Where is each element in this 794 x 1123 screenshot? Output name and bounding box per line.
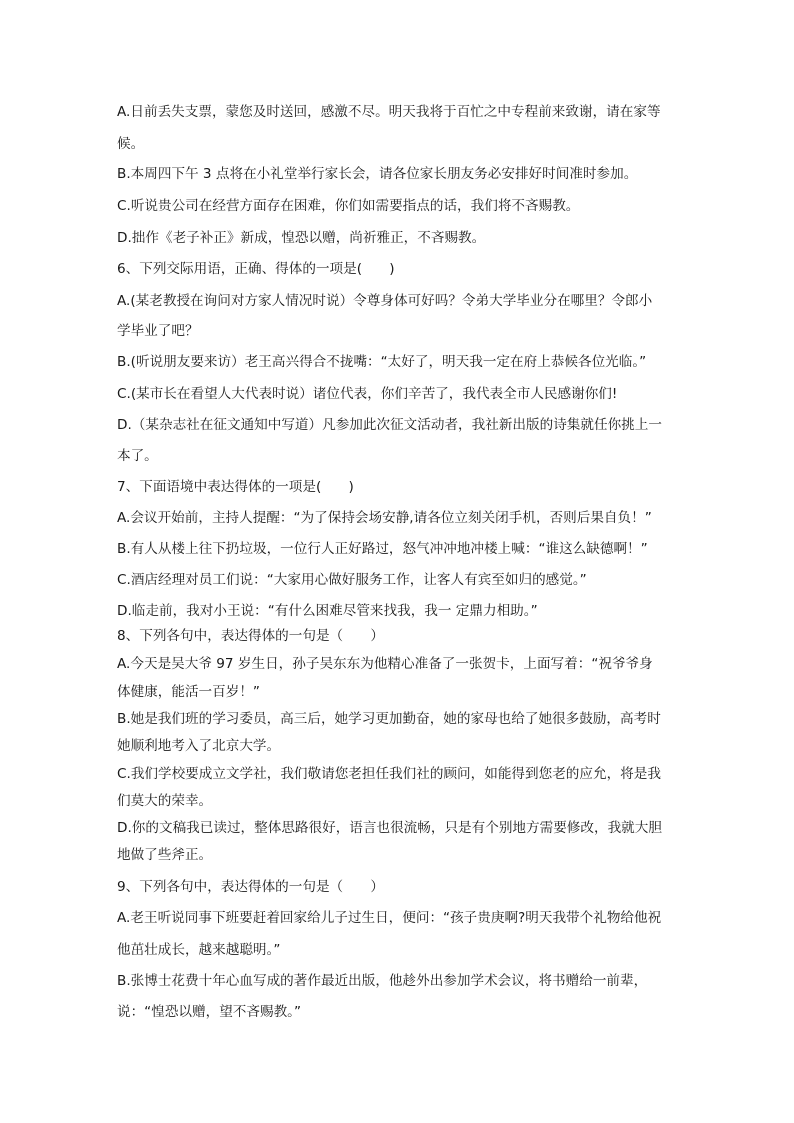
text-line: A.今天是吴大爷 97 岁生日，孙子吴东东为他精心准备了一张贺卡，上面写着：“祝爷爷身 <box>117 656 653 672</box>
text-line: D.临走前，我对小王说：“有什么困难尽管来找我，我一 定鼎力相助。” <box>117 603 538 619</box>
text-line: B.有人从楼上往下扔垃圾，一位行人正好路过，怒气冲冲地冲楼上喊：“谁这么缺德啊！” <box>117 541 648 557</box>
text-line: A.(某老教授在询问对方家人情况时说）令尊身体可好吗？令弟大学毕业分在哪里？令郎小 <box>117 293 653 309</box>
text-line: C.我们学校要成立文学社，我们敬请您老担任我们社的顾问，如能得到您老的应允，将是我 <box>117 766 661 782</box>
question-heading: 6、下列交际用语，正确、得体的一项是( ) <box>117 261 395 277</box>
text-line: B.张博士花费十年心血写成的著作最近出版，他趁外出参加学术会议，将书赠给一前辈， <box>117 973 648 989</box>
text-line: D.（某杂志社在征文通知中写道）凡参加此次征文活动者，我社新出版的诗集就任你挑上一 <box>117 417 662 433</box>
text-line: 地做了些斧正。 <box>117 847 213 863</box>
question-heading: 9、下列各句中，表达得体的一句是（ ） <box>117 879 384 895</box>
text-line: D.拙作《老子补正》新成，惶恐以赠，尚祈雅正，不吝赐教。 <box>117 230 486 246</box>
text-line: 学毕业了吧？ <box>117 323 199 339</box>
text-line: 本了。 <box>117 448 158 464</box>
text-line: D.你的文稿我已读过，整体思路很好，语言也很流畅，只是有个别地方需要修改，我就大胆 <box>117 820 662 836</box>
text-line: 说：“惶恐以赠，望不吝赐教。” <box>117 1004 302 1020</box>
text-line: A.老王听说同事下班要赶着回家给儿子过生日，便问：“孩子贵庚啊?明天我带个礼物给他祝 <box>117 910 662 926</box>
text-line: B.本周四下午 3 点将在小礼堂举行家长会，请各位家长朋友务必安排好时间准时参加。 <box>117 166 638 182</box>
text-line: 他茁壮成长，越来越聪明。” <box>117 942 281 958</box>
question-heading: 7、下面语境中表达得体的一项是( ) <box>117 479 354 495</box>
text-line: C.听说贵公司在经营方面存在困难，你们如需要指点的话，我们将不吝赐教。 <box>117 198 580 214</box>
text-line: B.(听说朋友要来访）老王高兴得合不拢嘴：“太好了，明天我一定在府上恭候各位光临。” <box>117 354 647 370</box>
text-line: 候。 <box>117 136 145 152</box>
text-line: 体健康，能活一百岁！” <box>117 684 260 700</box>
text-line: C.(某市长在看望人大代表时说）诸位代表，你们辛苦了，我代表全市人民感谢你们! <box>117 386 618 402</box>
text-line: A.会议开始前，主持人提醒：“为了保持会场安静,请各位立刻关闭手机，否则后果自负！” <box>117 510 652 526</box>
text-line: 们莫大的荣幸。 <box>117 793 213 809</box>
question-heading: 8、下列各句中，表达得体的一句是（ ） <box>117 628 384 644</box>
text-line: B.她是我们班的学习委员，高三后，她学习更加勤奋，她的家母也给了她很多鼓励，高考时 <box>117 711 661 727</box>
text-line: 她顺利地考入了北京大学。 <box>117 738 281 754</box>
text-line: A.日前丢失支票，蒙您及时送回，感激不尽。明天我将于百忙之中专程前来致谢，请在家等 <box>117 104 661 120</box>
text-line: C.酒店经理对员工们说：“大家用心做好服务工作，让客人有宾至如归的感觉。” <box>117 572 587 588</box>
